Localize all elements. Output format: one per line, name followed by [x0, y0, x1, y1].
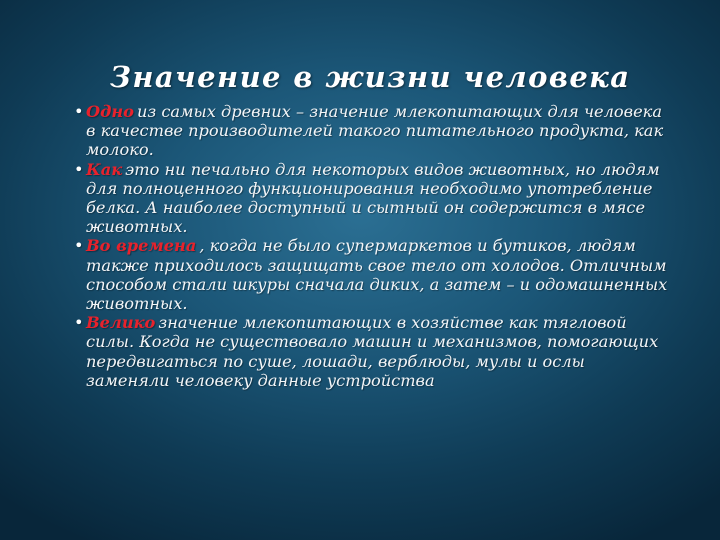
bullet-item — [72, 102, 672, 160]
bullet-icon: • — [74, 102, 84, 121]
bullet-lead: Во времена — [86, 236, 197, 256]
bullet-text: из самых древних – значение млекопитающих для человека в качестве производителей такого питательного продукта, как молоко. — [86, 102, 664, 160]
bullet-text: это ни печально для некоторых видов животных, но людям для полноценного функционирования необходимо употребление белка. А наиболее доступный и сытный он содержится в мясе животных. — [86, 159, 660, 237]
slide-title: Значение в жизни человека — [110, 60, 631, 94]
bullet-icon: • — [74, 159, 84, 179]
bullet-lead: Велико — [86, 313, 156, 333]
bullet-text: , когда не было супермаркетов и бутиков, людям также приходилось защищать свое тело от холодов. Отличным способом стали шкуры сначала диких, а затем – и одомашненных животных. — [86, 236, 668, 314]
bullet-text: значение млекопитающих в хозяйстве как тягловой силы. Когда не существовало машин и механизмов, помогающих передвигаться по суше, лошади, верблюды, мулы и ослы заменяли человеку данные устройства — [86, 313, 659, 390]
bullet-lead: Одно — [86, 102, 134, 121]
bullet-item — [72, 313, 672, 390]
bullet-icon: • — [74, 236, 84, 256]
bullet-list — [72, 102, 672, 390]
bullet-icon: • — [74, 313, 84, 333]
bullet-item — [72, 236, 672, 313]
bullet-lead: Как — [86, 159, 123, 179]
bullet-item — [72, 160, 672, 237]
